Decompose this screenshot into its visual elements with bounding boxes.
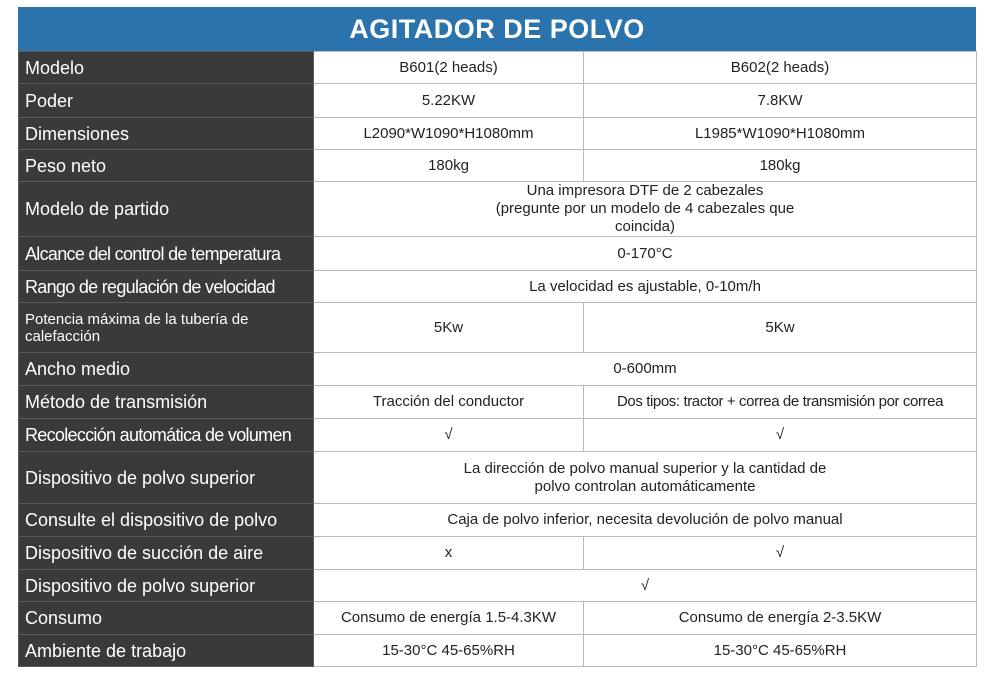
row-label: Modelo	[19, 52, 314, 84]
cell-value: 180kg	[314, 150, 584, 182]
cell-value: Consumo de energía 1.5-4.3KW	[314, 602, 584, 635]
spec-table	[18, 51, 977, 667]
row-label: Recolección automática de volumen	[19, 419, 314, 452]
row-label: Dimensiones	[19, 118, 314, 150]
row-label: Poder	[19, 84, 314, 118]
cell-value: Una impresora DTF de 2 cabezales (pregunte por un modelo de 4 cabezales que coincida)	[314, 182, 977, 237]
row-label: Dispositivo de polvo superior	[19, 570, 314, 602]
cell-value: B602(2 heads)	[584, 52, 977, 84]
cell-value: 0-170°C	[314, 237, 977, 271]
table-row	[19, 353, 977, 386]
row-label: Ambiente de trabajo	[19, 635, 314, 667]
cell-value: Dos tipos: tractor + correa de transmisión por correa	[584, 386, 977, 419]
table-row	[19, 386, 977, 419]
row-label: Modelo de partido	[19, 182, 314, 237]
table-row	[19, 303, 977, 353]
table-row	[19, 570, 977, 602]
cell-value: L1985*W1090*H1080mm	[584, 118, 977, 150]
cell-value: La dirección de polvo manual superior y la cantidad de polvo controlan automáticamente	[314, 452, 977, 504]
cell-value: √	[314, 570, 977, 602]
cell-value: √	[314, 419, 584, 452]
table-row	[19, 602, 977, 635]
cell-value: Tracción del conductor	[314, 386, 584, 419]
cell-value: 0-600mm	[314, 353, 977, 386]
table-row	[19, 537, 977, 570]
table-row	[19, 271, 977, 303]
cell-value: x	[314, 537, 584, 570]
cell-value: Caja de polvo inferior, necesita devolución de polvo manual	[314, 504, 977, 537]
table-row	[19, 150, 977, 182]
table-row	[19, 452, 977, 504]
table-row	[19, 84, 977, 118]
cell-value: 15-30°C 45-65%RH	[584, 635, 977, 667]
row-label: Peso neto	[19, 150, 314, 182]
cell-value: B601(2 heads)	[314, 52, 584, 84]
row-label: Alcance del control de temperatura	[19, 237, 314, 271]
table-row	[19, 118, 977, 150]
row-label: Consulte el dispositivo de polvo	[19, 504, 314, 537]
table-row	[19, 504, 977, 537]
row-label: Dispositivo de succión de aire	[19, 537, 314, 570]
row-label: Ancho medio	[19, 353, 314, 386]
row-label: Rango de regulación de velocidad	[19, 271, 314, 303]
cell-value: 7.8KW	[584, 84, 977, 118]
cell-value: √	[584, 419, 977, 452]
cell-value: √	[584, 537, 977, 570]
spec-sheet	[18, 7, 976, 667]
cell-value: 15-30°C 45-65%RH	[314, 635, 584, 667]
cell-value: 180kg	[584, 150, 977, 182]
page-title: AGITADOR DE POLVO	[18, 7, 976, 51]
row-label: Potencia máxima de la tubería de calefacción	[19, 303, 314, 353]
table-row	[19, 182, 977, 237]
row-label: Consumo	[19, 602, 314, 635]
table-row	[19, 635, 977, 667]
cell-value: 5Kw	[314, 303, 584, 353]
cell-value: Consumo de energía 2-3.5KW	[584, 602, 977, 635]
row-label: Método de transmisión	[19, 386, 314, 419]
table-row	[19, 419, 977, 452]
table-row	[19, 237, 977, 271]
cell-value: 5Kw	[584, 303, 977, 353]
table-row	[19, 52, 977, 84]
cell-value: 5.22KW	[314, 84, 584, 118]
row-label: Dispositivo de polvo superior	[19, 452, 314, 504]
cell-value: L2090*W1090*H1080mm	[314, 118, 584, 150]
cell-value: La velocidad es ajustable, 0-10m/h	[314, 271, 977, 303]
